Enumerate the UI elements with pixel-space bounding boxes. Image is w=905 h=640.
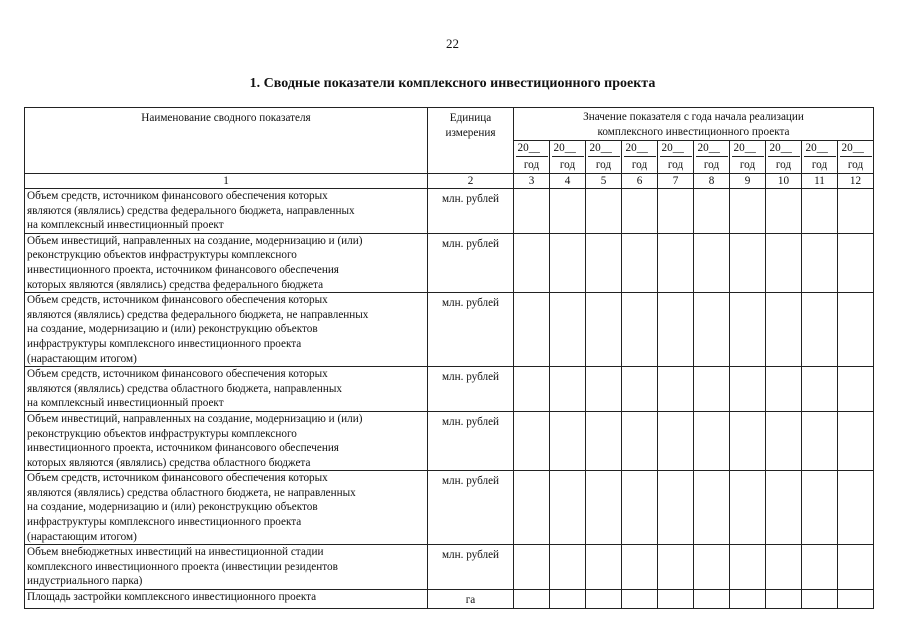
value-cell[interactable] [802,233,838,292]
value-cell[interactable] [586,471,622,545]
value-cell[interactable] [766,367,802,412]
table-row [25,367,874,412]
indicator-name [25,367,428,412]
value-cell[interactable] [838,411,874,470]
value-cell[interactable] [766,411,802,470]
indicator-unit: га [428,590,514,609]
header-values-group [514,108,874,141]
value-cell[interactable] [622,189,658,234]
year-suffix: год [775,159,792,171]
value-cell[interactable] [514,545,550,590]
value-cell[interactable] [730,293,766,367]
value-cell[interactable] [802,590,838,609]
table-row [25,471,874,545]
value-cell[interactable] [550,233,586,292]
value-cell[interactable] [730,189,766,234]
value-cell[interactable] [586,293,622,367]
indicator-name-line: Объем средств, источником финансового обеспечения которых [27,368,328,381]
value-cell[interactable] [694,233,730,292]
indicator-unit: млн. рублей [428,233,514,292]
indicator-name-line: реконструкцию объектов инфраструктуры комплексного [27,427,297,440]
column-number: 10 [766,174,802,189]
year-suffix: год [559,159,576,171]
year-header-cell [622,141,658,174]
column-number: 11 [802,174,838,189]
value-cell[interactable] [766,293,802,367]
value-cell[interactable] [802,471,838,545]
value-cell[interactable] [838,189,874,234]
indicator-name-line: на создание, модернизацию и (или) реконструкцию объектов [27,501,318,514]
value-cell[interactable] [622,367,658,412]
year-suffix: год [739,159,756,171]
value-cell[interactable] [658,189,694,234]
value-cell[interactable] [658,367,694,412]
year-header-cell [838,141,874,174]
value-cell[interactable] [730,590,766,609]
indicator-name-line: индустриального парка) [27,575,143,588]
value-cell[interactable] [514,233,550,292]
value-cell[interactable] [586,233,622,292]
value-cell[interactable] [586,367,622,412]
table-row [25,189,874,234]
indicator-unit: млн. рублей [428,189,514,234]
column-number-row [25,174,874,189]
value-cell[interactable] [658,293,694,367]
year-placeholder: 20__ [624,141,656,157]
value-cell[interactable] [550,367,586,412]
year-header-cell [802,141,838,174]
indicator-name-line: (нарастающим итогом) [27,352,137,365]
value-cell[interactable] [658,233,694,292]
indicator-name-line: являются (являлись) средства областного бюджета, направленных [27,382,342,395]
indicator-name-line: являются (являлись) средства федерального бюджета, не направленных [27,308,369,321]
value-cell[interactable] [838,545,874,590]
value-cell[interactable] [622,233,658,292]
value-cell[interactable] [514,293,550,367]
indicator-name-line: на комплексный инвестиционный проект [27,397,224,410]
value-cell[interactable] [658,411,694,470]
year-header-cell [586,141,622,174]
year-header-cell [766,141,802,174]
value-cell[interactable] [514,471,550,545]
value-cell[interactable] [622,411,658,470]
column-number: 1 [25,174,428,189]
value-cell[interactable] [514,367,550,412]
year-suffix: год [703,159,720,171]
page-number: 22 [446,36,459,51]
indicators-table [24,107,874,609]
year-placeholder: 20__ [804,141,836,157]
value-cell[interactable] [838,471,874,545]
value-cell[interactable] [622,545,658,590]
indicator-name-line: Объем инвестиций, направленных на создание, модернизацию и (или) [27,234,363,247]
year-suffix: год [811,159,828,171]
indicator-name-line: на комплексный инвестиционный проект [27,219,224,232]
indicator-name-line: которых являются (являлись) средства федерального бюджета [27,278,324,291]
table-row [25,293,874,367]
value-cell[interactable] [802,411,838,470]
year-suffix: год [631,159,648,171]
value-cell[interactable] [550,471,586,545]
value-cell[interactable] [838,233,874,292]
value-cell[interactable] [766,545,802,590]
value-cell[interactable] [514,189,550,234]
value-cell[interactable] [838,590,874,609]
value-cell[interactable] [730,471,766,545]
indicator-name [25,545,428,590]
value-cell[interactable] [694,189,730,234]
indicator-name-line: на создание, модернизацию и (или) реконструкцию объектов [27,323,318,336]
indicator-name-line: (нарастающим итогом) [27,530,137,543]
document-title: 1. Сводные показатели комплексного инвестиционного проекта [249,76,656,91]
indicator-unit: млн. рублей [428,293,514,367]
table-row [25,411,874,470]
indicator-name-line: Объем средств, источником финансового обеспечения которых [27,190,328,202]
year-suffix: год [667,159,684,171]
value-cell[interactable] [802,545,838,590]
value-cell[interactable] [838,293,874,367]
value-cell[interactable] [802,367,838,412]
indicator-name-line: Объем средств, источником финансового обеспечения которых [27,472,328,485]
indicator-name-line: реконструкцию объектов инфраструктуры комплексного [27,249,297,262]
year-placeholder: 20__ [588,141,620,157]
table-row [25,590,874,609]
indicator-name-line: Объем средств, источником финансового обеспечения которых [27,294,328,307]
header-values-line: Значение показателя с года начала реализации [583,111,804,123]
value-cell[interactable] [730,545,766,590]
value-cell[interactable] [766,471,802,545]
year-header-cell [730,141,766,174]
value-cell[interactable] [730,411,766,470]
value-cell[interactable] [694,367,730,412]
year-header-cell [658,141,694,174]
value-cell[interactable] [694,471,730,545]
value-cell[interactable] [622,471,658,545]
value-cell[interactable] [730,367,766,412]
indicator-name-line: инвестиционного проекта, источником финансового обеспечения [27,442,339,455]
value-cell[interactable] [694,411,730,470]
year-placeholder: 20__ [768,141,800,157]
indicator-name-line: Площадь застройки комплексного инвестиционного проекта [27,591,317,604]
header-unit-line: Единица [449,112,492,124]
column-number: 7 [658,174,694,189]
year-placeholder: 20__ [840,141,872,157]
indicator-name [25,189,428,234]
indicator-unit: млн. рублей [428,545,514,590]
indicator-name-line: которых являются (являлись) средства областного бюджета [27,456,311,469]
value-cell[interactable] [550,590,586,609]
value-cell[interactable] [622,293,658,367]
indicator-name-line: являются (являлись) средства областного бюджета, не направленных [27,486,356,499]
indicator-name-line: Объем внебюджетных инвестиций на инвестиционной стадии [27,546,324,559]
value-cell[interactable] [658,590,694,609]
column-number: 12 [838,174,874,189]
year-suffix: год [523,159,540,171]
header-unit [428,108,514,174]
indicator-unit: млн. рублей [428,411,514,470]
year-header-cell [694,141,730,174]
indicator-name-line: инфраструктуры комплексного инвестиционного проекта [27,337,302,350]
indicator-unit: млн. рублей [428,367,514,412]
value-cell[interactable] [586,411,622,470]
column-number: 6 [622,174,658,189]
year-header-cell [514,141,550,174]
column-number: 5 [586,174,622,189]
value-cell[interactable] [658,545,694,590]
value-cell[interactable] [550,545,586,590]
indicator-name-line: комплексного инвестиционного проекта (инвестиции резидентов [27,560,338,573]
year-placeholder: 20__ [516,141,548,157]
indicator-name-line: Объем инвестиций, направленных на создание, модернизацию и (или) [27,412,363,425]
value-cell[interactable] [838,367,874,412]
value-cell[interactable] [766,590,802,609]
indicator-name [25,471,428,545]
year-placeholder: 20__ [552,141,584,157]
table-row [25,233,874,292]
indicator-name [25,233,428,292]
value-cell[interactable] [586,545,622,590]
indicator-name-line: инфраструктуры комплексного инвестиционного проекта [27,516,302,529]
year-header-cell [550,141,586,174]
value-cell[interactable] [694,293,730,367]
year-placeholder: 20__ [732,141,764,157]
header-indicator-name: Наименование сводного показателя [25,108,428,174]
column-number: 8 [694,174,730,189]
indicator-name [25,293,428,367]
value-cell[interactable] [550,189,586,234]
value-cell[interactable] [550,293,586,367]
header-values-line: комплексного инвестиционного проекта [597,125,790,138]
value-cell[interactable] [766,233,802,292]
value-cell[interactable] [802,189,838,234]
indicator-name-line: являются (являлись) средства федерального бюджета, направленных [27,204,355,217]
value-cell[interactable] [730,233,766,292]
value-cell[interactable] [586,189,622,234]
value-cell[interactable] [514,411,550,470]
value-cell[interactable] [514,590,550,609]
header-unit-line: измерения [445,126,496,139]
value-cell[interactable] [658,471,694,545]
column-number: 4 [550,174,586,189]
value-cell[interactable] [694,545,730,590]
indicator-unit: млн. рублей [428,471,514,545]
value-cell[interactable] [550,411,586,470]
value-cell[interactable] [802,293,838,367]
table-row [25,545,874,590]
value-cell[interactable] [586,590,622,609]
column-number: 9 [730,174,766,189]
indicator-name [25,590,428,609]
column-number: 2 [428,174,514,189]
year-placeholder: 20__ [696,141,728,157]
column-number: 3 [514,174,550,189]
indicator-name-line: инвестиционного проекта, источником финансового обеспечения [27,263,339,276]
year-placeholder: 20__ [660,141,692,157]
value-cell[interactable] [622,590,658,609]
indicator-name [25,411,428,470]
year-suffix: год [847,159,864,171]
value-cell[interactable] [694,590,730,609]
year-suffix: год [595,159,612,171]
value-cell[interactable] [766,189,802,234]
